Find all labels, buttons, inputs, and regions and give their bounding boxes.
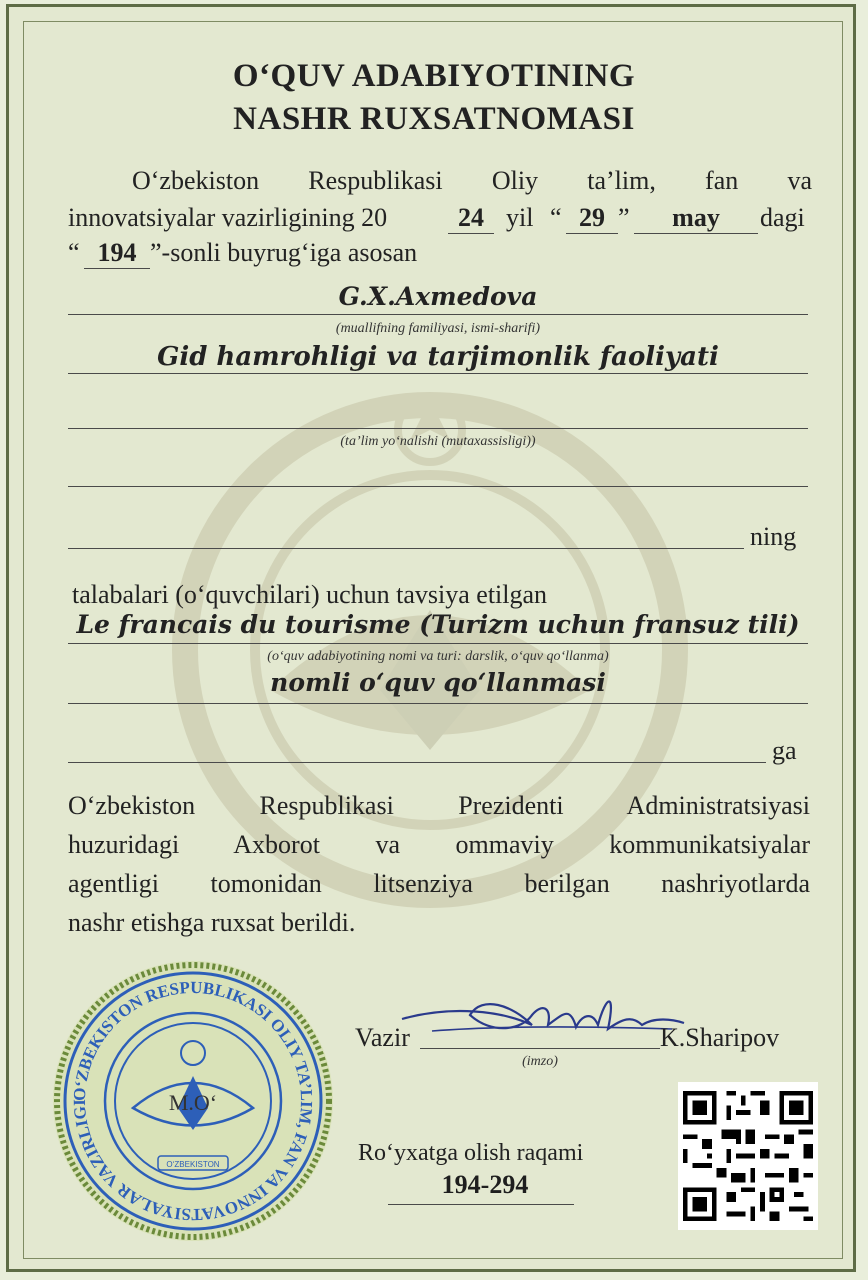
registration-number: 194-294 bbox=[441, 1170, 529, 1199]
official-seal bbox=[50, 958, 336, 1244]
seal-ring-text: O‘ZBEKISTON RESPUBLIKASI OLIY TA’LIM, FAN VA INNOVATSIYALAR VAZIRLIGI bbox=[69, 977, 317, 1225]
signature-position: Vazir bbox=[355, 1023, 410, 1052]
signature-scribble bbox=[392, 985, 692, 1055]
direction-caption: (ta’lim yo‘nalishi (mutaxassisligi)) bbox=[340, 434, 536, 449]
day-value: 29 bbox=[579, 203, 605, 232]
permission-line-1: O‘zbekiston Respublikasi Prezidenti Administratsiyasi bbox=[68, 791, 810, 820]
seal-banner: O‘ZBEKISTON bbox=[166, 1160, 220, 1169]
registration-label: Ro‘yxatga olish raqami bbox=[358, 1140, 584, 1166]
direction-line-3 bbox=[68, 486, 808, 487]
registration-line bbox=[388, 1204, 574, 1205]
author-line bbox=[68, 314, 808, 315]
permission-line-3: agentligi tomonidan litsenziya berilgan nashriyotlarda bbox=[68, 869, 810, 898]
ning-word: ning bbox=[750, 522, 797, 551]
seal-mark: M.O‘ bbox=[168, 1090, 218, 1115]
direction-value: Gid hamrohligi va tarjimonlik faoliyati bbox=[157, 342, 719, 372]
book-title: Le francais du tourisme (Turizm uchun fransuz tili) bbox=[76, 610, 800, 639]
permission-line-4: nashr etishga ruxsat berildi. bbox=[68, 908, 356, 937]
month-underline bbox=[634, 233, 758, 234]
book-line-2 bbox=[68, 703, 808, 704]
month-value: may bbox=[672, 203, 720, 232]
direction-line-4 bbox=[68, 548, 744, 549]
ga-word: ga bbox=[772, 736, 797, 765]
book-line-3 bbox=[68, 762, 766, 763]
signature-caption: (imzo) bbox=[522, 1054, 558, 1069]
author-caption: (muallifning familiyasi, ismi-sharifi) bbox=[335, 321, 541, 336]
book-type: nomli o‘quv qo‘llanmasi bbox=[270, 668, 606, 697]
order-underline bbox=[84, 268, 150, 269]
permission-line-2: huzuridagi Axborot va ommaviy kommunikatsiyalar bbox=[68, 830, 810, 859]
year-underline bbox=[448, 233, 494, 234]
author-name: G.X.Axmedova bbox=[338, 282, 538, 311]
direction-line-1 bbox=[68, 373, 808, 374]
qr-code bbox=[678, 1082, 818, 1230]
year-suffix: 24 bbox=[458, 203, 484, 232]
book-line-1 bbox=[68, 643, 808, 644]
day-open-quote: “ bbox=[550, 203, 562, 232]
recommended-text: talabalari (o‘quvchilari) uchun tavsiya etilgan bbox=[72, 580, 548, 609]
intro-line-1: O‘zbekiston Respublikasi Oliy ta’lim, fan va bbox=[132, 166, 812, 195]
dagi-word: dagi bbox=[760, 203, 805, 232]
direction-line-2 bbox=[68, 428, 808, 429]
title-line-1: O‘QUV ADABIYOTINING bbox=[232, 58, 636, 94]
day-underline bbox=[566, 233, 618, 234]
title-line-2: NASHR RUXSATNOMASI bbox=[233, 101, 635, 137]
order-suffix: ”-sonli buyrug‘iga asosan bbox=[150, 238, 418, 267]
intro-line-2-prefix: innovatsiyalar vazirligining 20 bbox=[68, 203, 388, 232]
order-open-quote: “ bbox=[68, 238, 80, 267]
day-close-quote: ” bbox=[618, 203, 630, 232]
order-number: 194 bbox=[97, 238, 137, 267]
book-caption: (o‘quv adabiyotining nomi va turi: darslik, o‘quv qo‘llanma) bbox=[267, 649, 609, 664]
signer-name: K.Sharipov bbox=[660, 1023, 780, 1052]
yil-word: yil bbox=[506, 203, 534, 232]
